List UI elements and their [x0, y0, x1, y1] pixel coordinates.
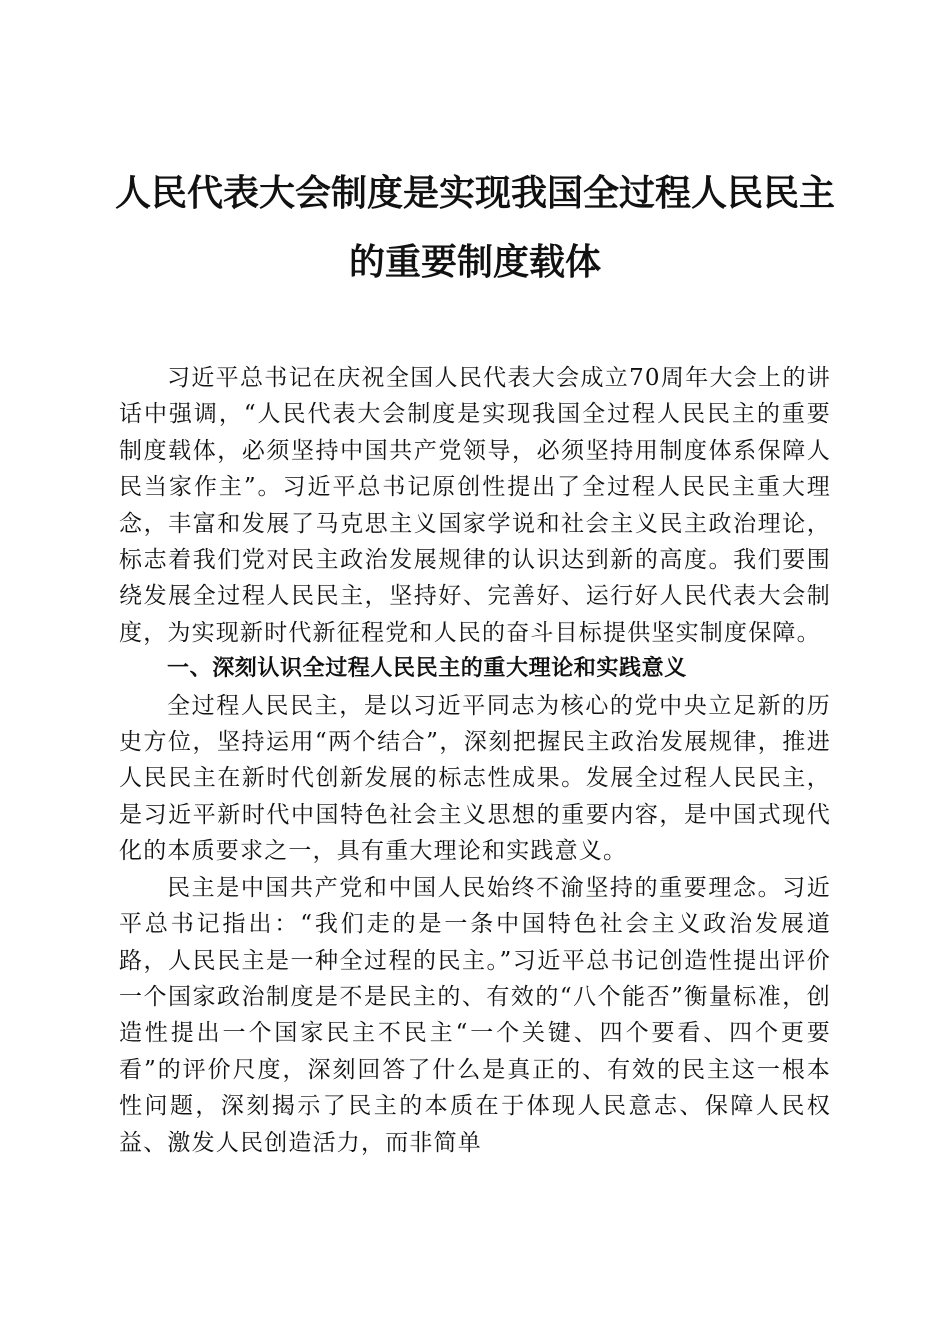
intro-paragraph: 习近平总书记在庆祝全国人民代表大会成立70周年大会上的讲话中强调，“人民代表大会制度是实现我国全过程人民民主的重要制度载体，必须坚持中国共产党领导，必须坚持用制度体系保障人民当家作主”。习近平总书记原创性提出了全过程人民民主重大理念，丰富和发展了马克思主义国家学说和社会主义民主政治理论，标志着我们党对民主政治发展规律的认识达到新的高度。我们要围绕发展全过程人民民主，坚持好、完善好、运行好人民代表大会制度，为实现新时代新征程党和人民的奋斗目标提供坚实制度保障。 [119, 365, 831, 646]
section-heading: 一、深刻认识全过程人民民主的重大理论和实践意义 [167, 656, 687, 682]
section-paragraph: 全过程人民民主，是以习近平同志为核心的党中央立足新的历史方位，坚持运用“两个结合”，深刻把握民主政治发展规律，推进人民民主在新时代创新发展的标志性成果。发展全过程人民民主，是习近平新时代中国特色社会主义思想的重要内容，是中国式现代化的本质要求之一，具有重大理论和实践意义。 [119, 692, 831, 865]
document-title-line-1: 人民代表大会制度是实现我国全过程人民民主 [114, 172, 835, 214]
document-title-line-2: 的重要制度载体 [348, 241, 601, 283]
section-paragraph: 民主是中国共产党和中国人民始终不渝坚持的重要理念。习近平总书记指出：“我们走的是一条中国特色社会主义政治发展道路，人民民主是一种全过程的民主。”习近平总书记创造性提出评价一个国家政治制度是不是民主的、有效的“八个能否”衡量标准，创造性提出一个国家民主不民主“一个关键、四个要看、四个更要看”的评价尺度，深刻回答了什么是真正的、有效的民主这一根本性问题，深刻揭示了民主的本质在于体现人民意志、保障人民权益、激发人民创造活力，而非简单 [119, 874, 831, 1156]
document-body [119, 360, 831, 1161]
